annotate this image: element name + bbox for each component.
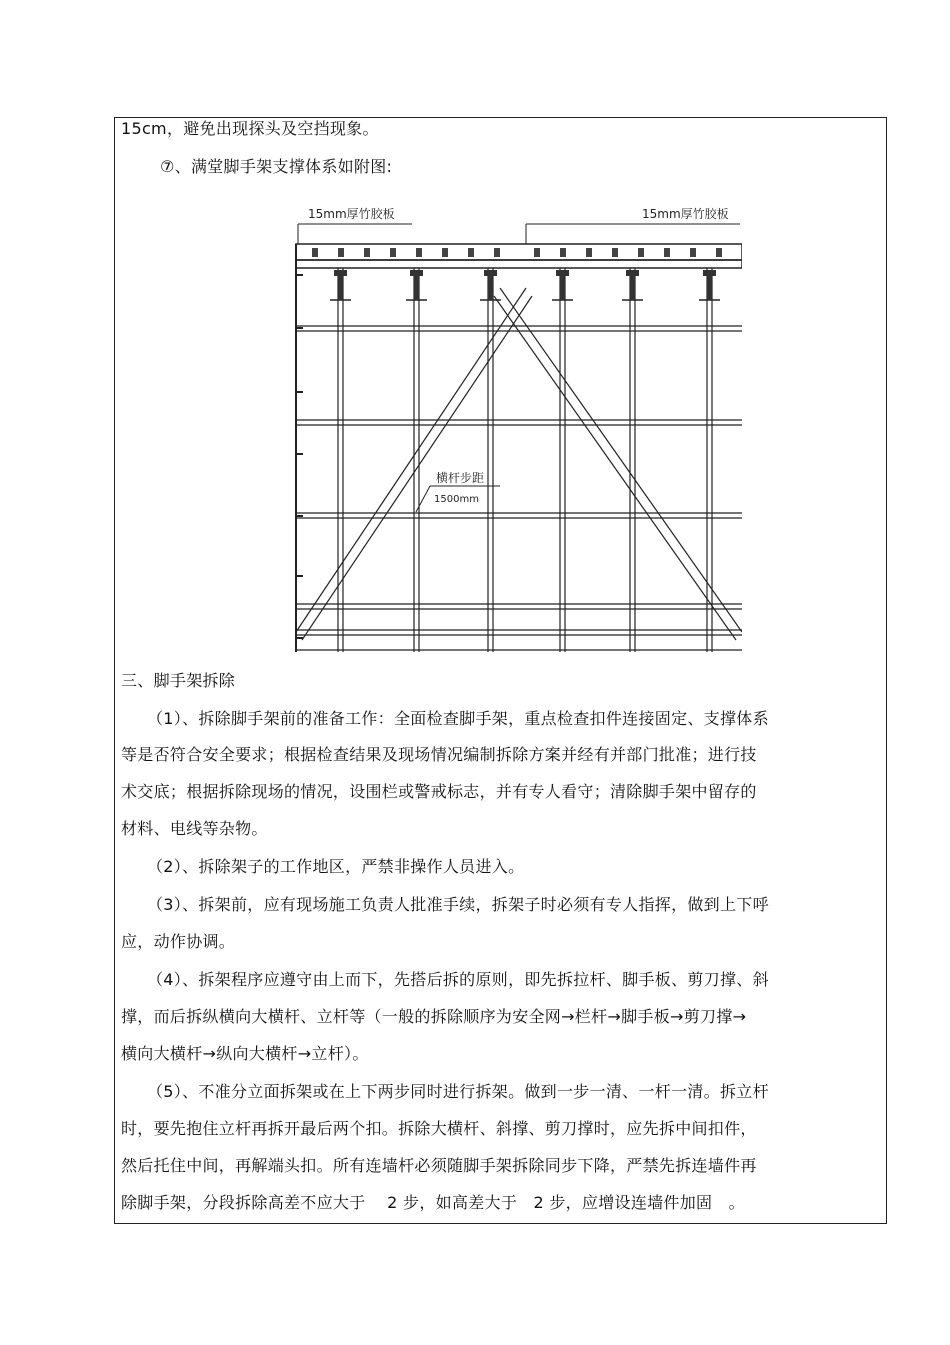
paragraph-line: 然后托住中间，再解端头扣。所有连墙杆必须随脚手架拆除同步下降，严禁先拆连墙件再 [121,1156,757,1175]
paragraph-line: （1）、拆除脚手架前的准备工作：全面检查脚手架，重点检查扣件连接固定、支撑体系 [147,709,769,728]
paragraph-line: 15cm，避免出现探头及空挡现象。 [121,119,379,138]
paragraph-line: 横向大横杆→纵向大横杆→立杆）。 [121,1044,369,1063]
paragraph-line: 撑，而后拆纵横向大横杆、立杆等（一般的拆除顺序为安全网→栏杆→脚手板→剪刀撑→ [121,1007,747,1026]
paragraph-line: （4）、拆架程序应遵守由上而下，先搭后拆的原则，即先拆拉杆、脚手板、剪刀撑、斜 [147,970,769,989]
step-value: 1500mm [434,494,479,505]
paragraph-line: ⑦、满堂脚手架支撑体系如附图: [160,157,393,176]
paragraph-line: 材料、电线等杂物。 [121,819,268,838]
scaffold-diagram [290,200,742,658]
section-heading: 三、脚手架拆除 [121,671,236,690]
paragraph-line: （2）、拆除架子的工作地区，严禁非操作人员进入。 [147,857,525,876]
step-label: 横杆步距 [436,471,485,485]
diagram-label-left: 15mm厚竹胶板 [308,207,395,221]
paragraph-line: 应，动作协调。 [121,932,236,951]
paragraph-line: （5）、不准分立面拆架或在上下两步同时进行拆架。做到一步一清、一杆一清。拆立杆 [147,1082,769,1101]
paragraph-line: 除脚手架，分段拆除高差不应大于 2 步，如高差大于 2 步，应增设连墙件加固 。 [121,1193,745,1212]
paragraph-line: 时，要先抱住立杆再拆开最后两个扣。拆除大横杆、斜撑、剪刀撑时，应先拆中间扣件， [121,1119,757,1138]
diagram-label-right: 15mm厚竹胶板 [642,207,729,221]
paragraph-line: （3）、拆架前，应有现场施工负责人批准手续，拆架子时必须有专人指挥，做到上下呼 [147,895,769,914]
paragraph-line: 等是否符合安全要求；根据检查结果及现场情况编制拆除方案并经有并部门批准；进行技 [121,745,757,764]
paragraph-line: 术交底；根据拆除现场的情况，设围栏或警戒标志，并有专人看守；清除脚手架中留存的 [121,782,757,801]
